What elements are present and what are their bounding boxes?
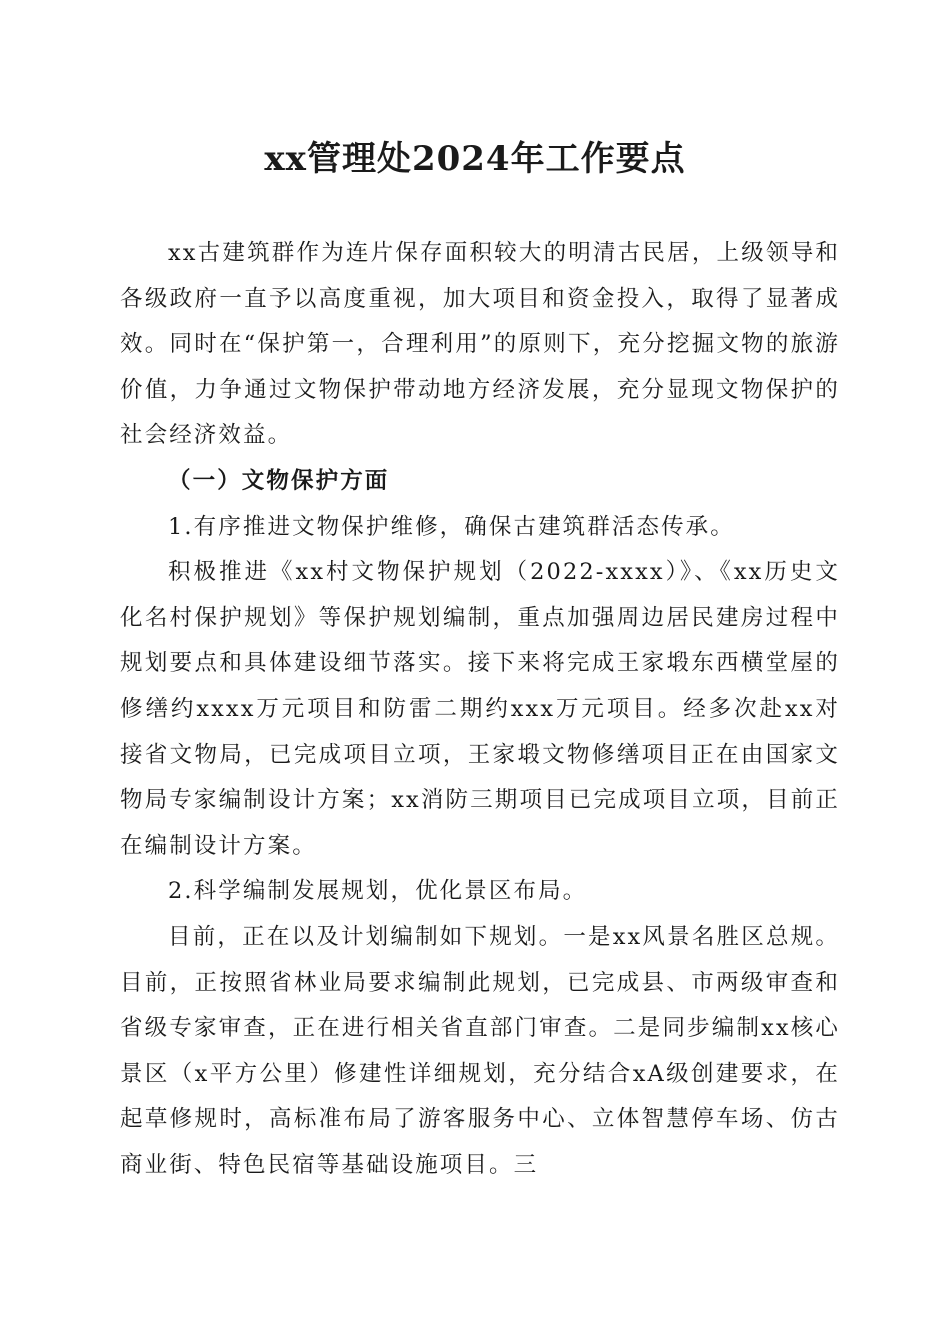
paragraph-line: 积极推进《xx村文物保护规划（2022-xxxx）》、《xx历 <box>168 559 790 586</box>
paragraph-line: 了显著成效。同时在“保护第一，合理利用”的原则下，充分 <box>120 285 840 358</box>
paragraph-line: 目前，正在以及计划编制如下规划。一是xx风景名胜区总 <box>168 923 791 950</box>
paragraph-line: 充分显现文物保护的社会经济效益。 <box>120 376 840 449</box>
item-paragraph <box>120 915 840 1189</box>
paragraph-line: 东西横堂屋的修缮约xxxx万元项目和防雷二期约xxx万元项目。 <box>120 650 840 722</box>
paragraph-line: 史文化名村保护规划》等保护规划编制，重点加强周边居民建 <box>120 559 841 631</box>
intro-paragraph <box>120 231 840 459</box>
paragraph-line: 挖掘文物的旅游价值，力争通过文物保护带动地方经济发展， <box>120 331 840 403</box>
paragraph-line: 立体智慧停车场、仿古商业街、特色民宿等基础设施项目。三 <box>120 1106 840 1178</box>
paragraph-line: 规。目前，正按照省林业局要求编制此规划，已完成县、市两 <box>120 923 840 996</box>
document-body <box>120 231 840 1188</box>
paragraph-line: 经多次赴xx对接省文物局，已完成项目立项，王家塅文物修缮 <box>120 695 840 768</box>
paragraph-line: xA级创建要求，在起草修规时，高标准布局了游客服务中心、 <box>120 1060 840 1133</box>
paragraph-line: xx古建筑群作为连片保存面积较大的明清古民居，上级领 <box>168 240 791 266</box>
section-heading: （一）文物保护方面 <box>168 467 390 494</box>
document-title: xx管理处2024年工作要点 <box>264 139 686 179</box>
item-title: 1.有序推进文物保护维修，确保古建筑群活态传承。 <box>168 513 735 540</box>
paragraph-line: 完成项目立项，目前正在编制设计方案。 <box>120 787 840 859</box>
paragraph-line: 级审查和省级专家审查，正在进行相关省直部门审查。二是同 <box>120 969 840 1042</box>
paragraph-line: 步编制xx核心景区（x平方公里）修建性详细规划，充分结合 <box>120 1015 840 1087</box>
paragraph-line: 导和各级政府一直予以高度重视，加大项目和资金投入，取得 <box>120 240 840 312</box>
item-title: 2.科学编制发展规划，优化景区布局。 <box>168 878 588 905</box>
paragraph-line: 房过程中规划要点和具体建设细节落实。接下来将完成王家塅 <box>120 604 840 677</box>
paragraph-line: 项目正在由国家文物局专家编制设计方案；xx消防三期项目已 <box>120 741 840 814</box>
item-paragraph <box>120 550 840 869</box>
